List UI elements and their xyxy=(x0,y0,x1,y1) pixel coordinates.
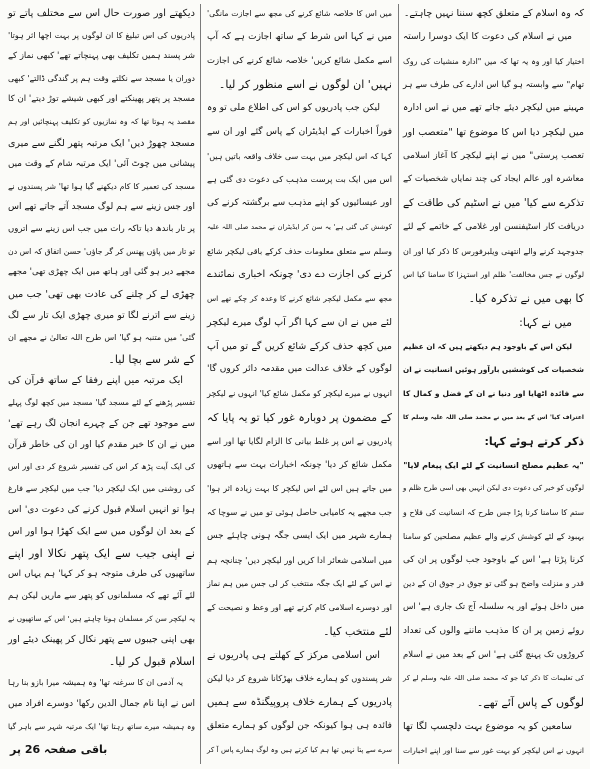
text-line: مسجد کی تعمیر کا کام دیکھنے گیا ہوا تھا' شر پسندوں نے xyxy=(8,181,195,191)
text-line: لئے منتخب کیا۔ xyxy=(323,624,392,638)
page-footer: باقی صفحہ 26 پر xyxy=(10,743,108,756)
text-line: دوران یا مسجد سے نکلتے وقت ہم پر گندگی ڈالتے' کبھی xyxy=(8,73,195,83)
text-line: کی ایک آیت پڑھ کر اس کی تفسیر شروع کر دی اور اس xyxy=(8,462,195,472)
text-line: لوگوں کو خیر کی دعوت دی لیکن انہیں بھی اسی طرح ظلم و xyxy=(403,484,584,493)
column-divider xyxy=(398,4,399,764)
text-line: کہ وہ اسلام کے متعلق کچھ سننا نہیں چاہتے۔ xyxy=(403,8,584,19)
text-line: تھام" سے وابستہ ہو گیا اس ادارے کی طرف سے ہر xyxy=(403,79,584,90)
text-line: اسلام قبول کر لیا۔ xyxy=(108,654,195,668)
text-line: لوگوں کے پاس آئے تھے۔ xyxy=(476,696,584,710)
text-line: کی روشنی میں ایک لیکچر دیا' جب میں لیکچر سے فارغ xyxy=(8,484,195,494)
text-line: پادریوں کی اس تبلیغ کا ان لوگوں پر بہت اچھا اثر ہوتا' xyxy=(8,30,195,40)
text-line: میں کچھ حذف کرکے شائع کریں گے تو میں آپ xyxy=(207,340,392,352)
text-line: مجھ سے مکمل لیکچر شائع کرنے کا وعدہ کر چکے تھے اس xyxy=(207,294,392,304)
text-line: لیکن جب پادریوں کو اس کی اطلاع ملی تو وہ xyxy=(207,103,380,114)
text-line: اس اسلامی مرکز کے کھلتے ہی پادریوں نے xyxy=(207,649,380,661)
text-line: اس نے اپنا نام جمال الدین رکھا' دوسرے افراد میں xyxy=(8,699,195,709)
text-line: اعتراف کیا' اس کے بعد میں نے محمد صلی اللہ علیہ وسلم کا xyxy=(403,414,584,422)
text-line: اسے مکمل شائع کریں' خلاصہ شائع کرنے کی اجازت xyxy=(207,55,392,66)
text-line: میں اس کا خلاصہ شائع کرنے کی مجھ سے اجازت مانگی' xyxy=(207,9,392,18)
text-line: سے موجود تھے جن کے چہرے انجان لگ رہے تھے' xyxy=(8,418,195,430)
column-right xyxy=(403,6,584,758)
text-line: اور عیسائیوں کو اپنے مذہب سے برگشتہ کرنے کی xyxy=(207,198,392,209)
text-line: اختیار کیا اور وہ یہ تھا کہ میں "ادارہ منشیات کی روک xyxy=(403,56,584,66)
text-line: بہبود کے لئے کوشش کرنے والے عظیم مصلحین کو سامنا xyxy=(403,531,584,541)
text-line: شر پسند ہمیں تکلیف بھی پہنچاتے تھے' کبھی نماز کے xyxy=(8,51,195,62)
text-line: مجھے دیر ہو گئی اور ہاتھ میں ایک چھڑی تھی' مجھے xyxy=(8,267,195,278)
text-line: تعصب پرستی" میں نے اپنے لیکچر کا آغاز اسلامی xyxy=(403,150,584,161)
text-line: ایک مرتبہ میں اپنے رفقا کے ساتھ قرآن کی xyxy=(8,375,183,387)
text-line: میں جاتے ہیں اس لئے اس لیکچر کا بہت زیادہ اثر ہوا' xyxy=(207,484,392,494)
text-line: شر پسندوں کو ہمارے خلاف بھڑکانا شروع کر دیا لیکن xyxy=(207,673,392,684)
text-line: کرنے کی اجازت دے دی' چونکہ اخباری نمائندے xyxy=(207,269,392,281)
text-line: قدر و منزلت واضح ہو گئی تو جوق در جوق ان کے دین xyxy=(403,579,584,589)
text-line: کروڑوں تک پہنچ گئی ہے' اس کے بعد میں نے اسلام xyxy=(403,649,584,660)
text-line: لئے آئے تھے کہ مسلمانوں کو پتھر سے ماریں لیکن ہم xyxy=(8,591,195,602)
text-line: دریافت کار اسٹیفنسن اور غلامی کے خاتمے کے لئے xyxy=(403,221,584,232)
text-line: مہینے میں لیکچر دیئے جاتے تھے میں نے اس ادارہ xyxy=(403,103,584,114)
text-line: میں نے ان کا خیر مقدم کیا اور ان کی خاطر قرآن xyxy=(8,439,195,450)
text-line: سے فائدہ اٹھایا اور دنیا نے ان کے فضل و کمال کا xyxy=(403,389,584,399)
text-line: اور دوسرے اسلامی کام کرتے تھے اور وعظ و نصیحت کے xyxy=(207,603,392,613)
text-line: تو تار میں پاؤں پھنس کر گر جاؤں' حسن اتفاق کہ اس دن xyxy=(8,246,195,256)
text-line: پیشانی میں چوٹ آئی' ایک مرتبہ شام کے وقت میں xyxy=(8,159,195,170)
text-line: دیکھتے اور صورت حال اس سے مختلف پاتے تو xyxy=(8,8,195,19)
text-line: میں نے کہا اس شرط کے ساتھ اجازت ہے کہ آپ xyxy=(207,31,392,42)
column-left xyxy=(8,6,195,734)
text-line: تذکرے سے کیا' میں نے اسٹیم کی طاقت کے xyxy=(403,197,584,210)
text-line: وہ ہمیشہ میرے ساتھ رہتا تھا' ایک مرتبہ شہر سے باہر گیا xyxy=(8,721,195,731)
text-line: کے شر سے بچا لیا۔ xyxy=(108,352,195,366)
text-line: میں لیکچر دیا اس کا موضوع تھا "متعصب اور xyxy=(403,126,584,138)
text-line: فائدہ ہی ہوا کیونکہ جن لوگوں کو ہمارے متعلق xyxy=(207,720,392,731)
text-line: کے بعد ان لوگوں میں سے ایک کھڑا ہوا اور اس xyxy=(8,526,195,538)
text-line: گئی' میں متنبہ ہو گیا' اس طرح اللہ تعالیٰ نے مجھے ان xyxy=(8,332,195,342)
text-line: کوشش کی گئی ہے' یہ سن کر ایڈیٹران نے محمد صلی اللہ علیہ xyxy=(207,222,392,231)
text-line: انہوں نے میرے لیکچر کو مکمل شائع کیا' انہوں نے لیکچر xyxy=(207,389,392,399)
text-line: تفسیر پڑھنے کے لئے مسجد گیا' مسجد میں کچھ لوگ پہلے xyxy=(8,397,195,407)
column-divider xyxy=(200,4,201,764)
text-line: میں داخل ہوئے اور یہ سلسلہ آج تک جاری ہے' اس xyxy=(403,602,584,613)
text-line: فوراً اخبارات کے ایڈیٹران کے پاس گئے اور ان سے xyxy=(207,126,392,137)
text-line: پادریوں کے ہمارے خلاف پروپیگنڈہ سے ہمیں xyxy=(207,697,392,709)
text-line: جدوجہد کرنے والے انتھنی ویلبرفورس کا ذکر کیا اور ان xyxy=(403,246,584,256)
text-line: میں نے کہا: xyxy=(519,315,572,329)
text-line: شخصیات کی کوششیں بارآور ہوئیں انسانیت نے ان xyxy=(403,365,584,375)
text-line: سامعین کو یہ موضوع بہت دلچسپ لگا تھا xyxy=(403,720,572,732)
text-line: اس میں ایک بت پرست مذہب کی دعوت دی گئی ہے xyxy=(207,174,392,185)
text-line: روئے زمین پر ان کا مذہب ماننے والوں کی تعداد xyxy=(403,625,584,636)
text-line: ہمارے شہر میں ایک ایسی جگہ ہونی چاہئے جس xyxy=(207,530,392,541)
text-line: میں اسلامی شعائر ادا کریں اور لیکچر دیں' چنانچہ ہم xyxy=(207,554,392,565)
text-line: کی تعلیمات کا ذکر کیا جو کہ محمد صلی اللہ علیہ وسلم لے کر xyxy=(403,674,584,683)
text-line: لئے میں نے ان سے کہا اگر آپ لوگ میرے لیکچر xyxy=(207,316,392,328)
text-line: پادریوں نے اس پر غلط بیانی کا الزام لگایا تھا اور اسے xyxy=(207,435,392,446)
text-line: مسجد پر پتھر پھینکتے اور کبھی شیشے توڑ دیتے' ان کا xyxy=(8,94,195,105)
text-line: لوگوں نے جس مخالفت' ظلم اور استہزا کا سامنا کیا اس xyxy=(403,270,584,280)
text-line: مسجد چھوڑ دیں' ایک مرتبہ پتھر لگنے سے میری xyxy=(8,137,195,149)
heading-line: "یہ عظیم مصلح انسانیت کے لئے ایک پیغام لایا" xyxy=(403,460,584,470)
text-line: نے اپنی جیب سے ایک پتھر نکالا اور اپنے xyxy=(8,546,195,560)
text-line: بھی اپنی جیبوں سے پتھر نکال کر پھینک دیئے اور xyxy=(8,634,195,646)
text-line: ساتھیوں کی طرف متوجہ ہو کر کہا' ہم یہاں اس xyxy=(8,569,195,580)
text-line: ستم کا سامنا کرنا پڑا جس طرح کہ انسانیت کی فلاح و xyxy=(403,508,584,518)
text-line: ہوا تو انہیں اسلام قبول کرنے کی دعوت دی' اس xyxy=(8,504,195,515)
text-line: معاشرہ اور عالم ایجاد کی چند نمایاں شخصیات کے xyxy=(403,174,584,185)
text-line: نے اس کے لئے ایک جگہ منتخب کر لی جس میں ہم نماز xyxy=(207,579,392,589)
text-line: لیکن اس کے باوجود ہم دیکھتے ہیں کہ ان عظیم xyxy=(403,341,572,351)
text-line: جب مجھے یہ کامیابی حاصل ہوئی تو میں نے سوچا کہ xyxy=(207,507,392,518)
text-line: مکمل شائع کر دیا' چونکہ اخبارات بہت سے ہاتھوں xyxy=(207,459,392,470)
text-line: کا بھی میں نے تذکرہ کیا۔ xyxy=(468,292,584,306)
column-middle xyxy=(207,6,392,758)
text-line: میں نے اسلام کی دعوت کا ایک دوسرا راستہ xyxy=(403,31,572,42)
text-line: زینے سے اترنے لگا تو میری چھڑی ایک تار سے لگ xyxy=(8,310,195,322)
text-line: انہوں نے اس لیکچر کو بہت غور سے سنا اور اپنے اخبارات xyxy=(403,745,584,755)
text-line: کے مضمون پر دوبارہ غور کیا تو یہ پایا کہ xyxy=(207,411,392,425)
text-line: لوگوں کے خلاف عدالت میں مقدمہ دائر کروں گا' xyxy=(207,364,392,375)
text-line: کرنا پڑتا ہے' اس کے باوجود جب لوگوں پر ان کی xyxy=(403,554,584,565)
text-line: نہیں' ان لوگوں نے اسے منظور کر لیا۔ xyxy=(218,78,392,92)
text-line: اور جس زینے سے ہم لوگ مسجد آتے جاتے تھے اس xyxy=(8,202,195,213)
text-line: یہ لیکچر سن کر مسلمان ہونا چاہتے ہیں' اس کے ساتھیوں نے xyxy=(8,613,195,623)
text-line: چھڑی لے کر چلنے کی عادت بھی تھی' جب میں xyxy=(8,288,195,300)
text-line: پر تار باندھ دیا تاکہ رات میں جب اس زینے سے اتروں xyxy=(8,223,195,234)
text-line: ذکر کرتے ہوئے کہا: xyxy=(484,434,584,448)
text-line: مقصد یہ ہوتا تھا کہ وہ نمازیوں کو تکلیف پہنچائیں اور ہم xyxy=(8,116,195,126)
text-line: کہا کہ اس لیکچر میں بہت سی خلاف واقعہ باتیں ہیں' xyxy=(207,151,392,161)
text-line: سرے سے پتا نہیں تھا ہم کیا کرتے ہیں وہ لوگ ہمارے پاس آ کر xyxy=(207,745,392,754)
text-line: یہ آدمی ان کا سرغنہ تھا' وہ ہمیشہ میرا بازو بنا رہا xyxy=(8,678,183,688)
text-line: وسلم سے متعلق معلومات حذف کرکے باقی لیکچر شائع xyxy=(207,246,392,256)
